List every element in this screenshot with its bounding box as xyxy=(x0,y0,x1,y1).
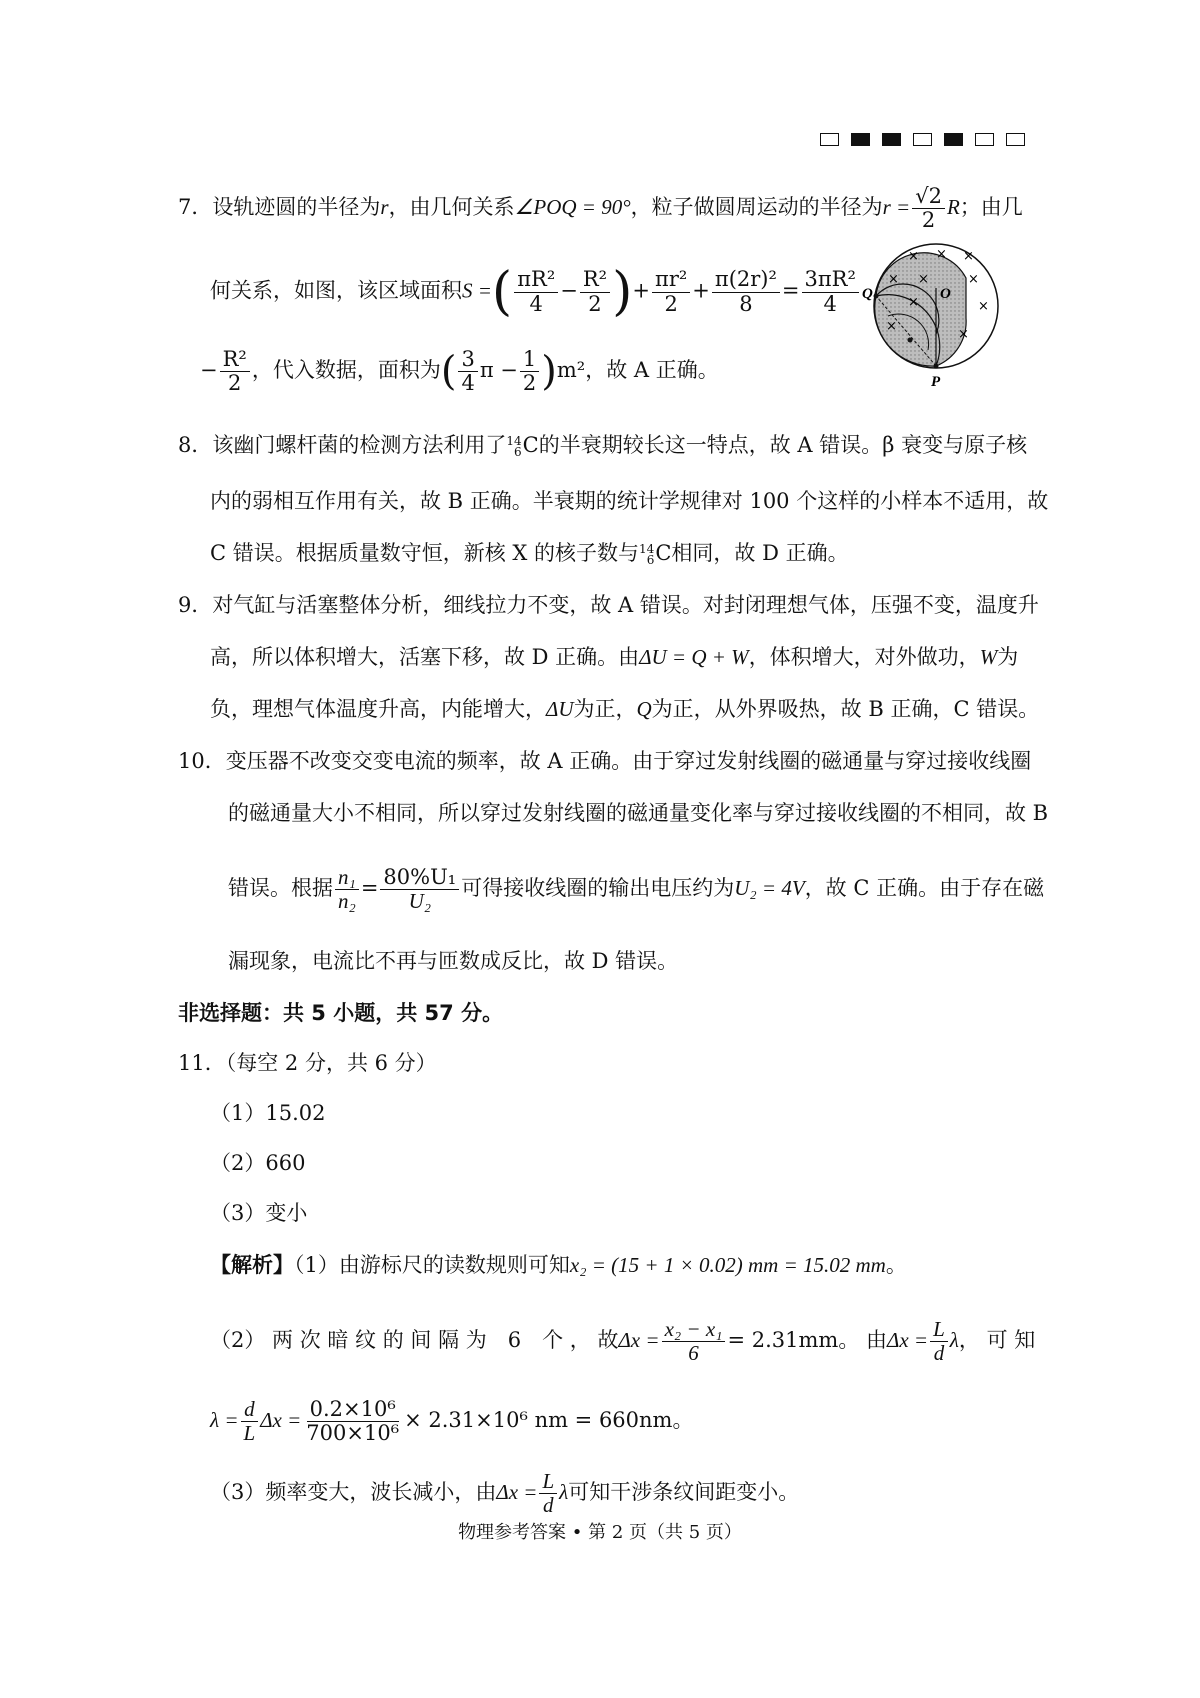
q10-line-1 xyxy=(178,746,1031,776)
expr: Δx = xyxy=(260,1408,302,1433)
q7-line-2 xyxy=(210,262,861,322)
fraction xyxy=(539,1470,557,1517)
isotope-superscripts xyxy=(506,433,522,459)
q9-line-2 xyxy=(210,642,1018,672)
fraction-den: 2 xyxy=(228,371,242,396)
unit: m² xyxy=(556,358,586,383)
text: 。 xyxy=(672,1408,694,1433)
text: 。 xyxy=(885,1253,907,1277)
question-number: 7． xyxy=(178,195,213,220)
element-symbol: C xyxy=(522,433,539,457)
paren: ) xyxy=(612,262,633,322)
fraction xyxy=(520,348,539,395)
fraction xyxy=(912,185,945,232)
fraction xyxy=(712,268,780,315)
q11-title-line xyxy=(178,1048,437,1078)
text: C 错误。根据质量数守恒，新核 X 的核子数与 xyxy=(210,541,640,565)
q11-explanation-1 xyxy=(210,1250,907,1280)
text: 的半衰期较长这一特点，故 A 错误。β 衰变与原子核 xyxy=(538,433,1028,457)
text: 变压器不改变交变电流的频率，故 A 正确。由于穿过发射线圈的磁通量与穿过接收线圈 xyxy=(225,749,1032,773)
fraction-den: 6 xyxy=(688,1341,699,1366)
text: 错误。根据 xyxy=(228,876,333,901)
q11-explanation-4 xyxy=(210,1470,799,1517)
fraction-num: √2 xyxy=(912,185,945,209)
operator: − xyxy=(560,278,578,303)
fraction-den: 4 xyxy=(461,371,475,396)
cross-mark: × xyxy=(963,249,974,264)
q11-answer-1 xyxy=(210,1098,325,1128)
fraction-num: π(2r)² xyxy=(712,268,780,292)
header-mark xyxy=(882,133,901,146)
q11-answer-2 xyxy=(210,1148,305,1178)
var-dU: ΔU xyxy=(546,697,574,721)
q7-line-1 xyxy=(178,185,1023,232)
fraction-num: d xyxy=(241,1398,258,1422)
question-number: 11． xyxy=(178,1051,226,1075)
fraction-num: πr² xyxy=(652,268,690,292)
operator: − xyxy=(200,358,218,383)
element-symbol: C xyxy=(655,541,672,565)
fraction xyxy=(662,1318,726,1365)
fraction-num: 80%U₁ xyxy=(380,866,459,890)
header-mark xyxy=(944,133,963,146)
q10-line-2 xyxy=(228,798,1048,828)
q9-line-3 xyxy=(210,694,1039,724)
equation: x₂ = (15 + 1 × 0.02) mm = 15.02 mm xyxy=(569,1253,886,1277)
fraction-num: x₂ − x₁ xyxy=(662,1318,726,1342)
expr: Δx = xyxy=(496,1480,538,1505)
cross-mark: × xyxy=(958,327,969,342)
answer: （2）660 xyxy=(210,1151,306,1175)
header-marks xyxy=(820,133,1025,146)
text: ，由几何关系 xyxy=(388,195,515,220)
answer: （1）15.02 xyxy=(210,1101,326,1125)
fraction-den: d xyxy=(543,1493,554,1518)
text: 负，理想气体温度升高，内能增大， xyxy=(210,697,546,721)
text: ，故 C 正确。由于存在磁 xyxy=(804,876,1045,901)
text: 设轨迹圆的半径为 xyxy=(212,195,381,220)
label-O: O xyxy=(940,286,951,302)
text: ，代入数据，面积为 xyxy=(251,358,441,383)
mass-number: 14 xyxy=(506,433,522,448)
footer-text: 物理参考答案 • 第 2 页（共 5 页） xyxy=(458,1522,742,1543)
fraction xyxy=(241,1398,259,1445)
var-r: r xyxy=(380,195,389,220)
cross-mark: × xyxy=(908,249,919,264)
q8-line-3 xyxy=(210,538,849,568)
fraction-den: L xyxy=(243,1421,256,1446)
particle-dot xyxy=(908,338,913,343)
operator: = xyxy=(360,876,379,901)
fraction-den: 4 xyxy=(529,291,543,316)
expr: Δx = xyxy=(887,1328,929,1353)
text: 的磁通量大小不相同，所以穿过发射线圈的磁通量变化率与穿过接收线圈的不相同，故 B xyxy=(228,801,1049,825)
fraction-num: R² xyxy=(220,348,250,372)
fraction-den: n₂ xyxy=(338,889,356,914)
text: （1）由游标尺的读数规则可知 xyxy=(294,1253,570,1277)
atomic-number: 6 xyxy=(646,552,655,567)
text: （每空 2 分，共 6 分） xyxy=(225,1051,437,1075)
var-lambda: λ xyxy=(559,1480,569,1505)
q10-line-3 xyxy=(228,866,1044,913)
question-number: 8． xyxy=(178,433,213,457)
fraction-den: 4 xyxy=(823,291,837,316)
fraction-num: L xyxy=(539,1470,557,1494)
text: 可得接收线圈的输出电压约为 xyxy=(461,876,735,901)
text: ；由几 xyxy=(959,195,1023,220)
fraction-den: 8 xyxy=(739,291,753,316)
text: ， 可 知 xyxy=(958,1328,1036,1353)
q9-line-1 xyxy=(178,590,1039,620)
section-title: 非选择题：共 5 小题，共 57 分。 xyxy=(178,1001,504,1025)
fraction-num: n₁ xyxy=(335,866,359,890)
text: ，体积增大，对外做功， xyxy=(748,645,980,669)
section-heading xyxy=(178,998,503,1028)
cross-mark: × xyxy=(918,272,929,287)
shaded-region xyxy=(875,253,966,366)
text: 该幽门螺杆菌的检测方法利用了 xyxy=(212,433,507,457)
fraction xyxy=(580,268,610,315)
q11-answer-3 xyxy=(210,1198,307,1228)
answer: （3）变小 xyxy=(210,1201,308,1225)
expr: r = xyxy=(882,195,911,220)
fraction xyxy=(458,348,477,395)
fraction-num: L xyxy=(930,1318,948,1342)
fraction-num: 1 xyxy=(520,348,539,372)
text: 相同，故 D 正确。 xyxy=(671,541,849,565)
fraction-den: 700×10⁶ xyxy=(306,1421,400,1446)
fraction-num: 3 xyxy=(458,348,477,372)
cross-mark: × xyxy=(936,247,947,262)
q10-line-4 xyxy=(228,946,678,976)
fraction-num: R² xyxy=(580,268,610,292)
fraction xyxy=(802,268,859,315)
fraction-num: 3πR² xyxy=(802,268,859,292)
fraction-den: d xyxy=(933,1341,945,1366)
expr: Δx = xyxy=(618,1328,660,1353)
cross-mark: × xyxy=(886,319,897,334)
fraction-den: 2 xyxy=(588,291,602,316)
var-lambda: λ xyxy=(949,1328,959,1353)
operator: + xyxy=(692,278,710,303)
header-mark xyxy=(913,133,932,146)
paren: ( xyxy=(491,262,513,322)
explanation-label: 【解析】 xyxy=(210,1253,294,1277)
q7-diagram xyxy=(858,238,1008,388)
fraction-num: πR² xyxy=(514,268,558,292)
text: 漏现象，电流比不再与匝数成反比，故 D 错误。 xyxy=(228,949,679,973)
value: = 2.31mm xyxy=(727,1328,839,1353)
label-Q: Q xyxy=(862,286,873,302)
q8-line-1 xyxy=(178,430,1027,460)
fraction xyxy=(303,1398,402,1445)
value: × 2.31×10⁶ nm = 660nm xyxy=(404,1408,673,1433)
paren: ) xyxy=(541,348,557,395)
text: （2） 两 次 暗 纹 的 间 隔 为 6 个 ， 故 xyxy=(210,1328,619,1353)
text: 。 由 xyxy=(838,1328,888,1353)
mass-number: 14 xyxy=(639,541,655,556)
fraction-num: 0.2×10⁶ xyxy=(307,1398,399,1422)
header-mark xyxy=(1006,133,1025,146)
fraction xyxy=(335,866,359,913)
text: 可知干涉条纹间距变小。 xyxy=(568,1480,800,1505)
cross-mark: × xyxy=(908,295,919,310)
fraction-den: 2 xyxy=(921,208,936,233)
text: （3）频率变大，波长减小，由 xyxy=(210,1480,497,1505)
text: 何关系，如图，该区域面积 xyxy=(210,278,462,303)
expr: λ = xyxy=(210,1408,239,1433)
header-mark xyxy=(975,133,994,146)
label-P: P xyxy=(931,374,941,388)
var-R: R xyxy=(946,195,960,220)
question-number: 9． xyxy=(178,593,213,617)
cross-mark: × xyxy=(978,299,989,314)
q8-line-2 xyxy=(210,486,1048,516)
operator: = xyxy=(781,278,800,303)
text: 为正， xyxy=(573,697,637,721)
var-W: W xyxy=(979,645,998,669)
equation: ΔU = Q + W xyxy=(639,645,749,669)
header-mark xyxy=(851,133,870,146)
var-Q: Q xyxy=(636,697,652,721)
fraction xyxy=(930,1318,948,1365)
angle-expr: ∠POQ = 90° xyxy=(514,195,631,220)
q11-explanation-3 xyxy=(210,1398,693,1445)
fraction xyxy=(380,866,459,913)
atomic-number: 6 xyxy=(514,444,522,459)
text: 内的弱相互作用有关，故 B 正确。半衰期的统计学规律对 100 个这样的小样本不适用，故 xyxy=(210,489,1049,513)
fraction xyxy=(220,348,250,395)
q11-explanation-2 xyxy=(210,1318,1035,1365)
fraction xyxy=(652,268,690,315)
cross-mark: × xyxy=(888,272,899,287)
fraction-den: 2 xyxy=(522,371,537,396)
text: 对气缸与活塞整体分析，细线拉力不变，故 A 错误。对封闭理想气体，压强不变，温度升 xyxy=(212,593,1039,617)
point-Q xyxy=(874,294,879,299)
isotope-superscripts xyxy=(639,541,655,567)
expr: π − xyxy=(479,358,518,383)
point-P xyxy=(934,364,939,369)
expr: S = xyxy=(462,278,492,303)
text: 为正，从外界吸热，故 B 正确，C 错误。 xyxy=(651,697,1040,721)
text: 高，所以体积增大，活塞下移，故 D 正确。由 xyxy=(210,645,640,669)
question-number: 10． xyxy=(178,749,226,773)
header-mark xyxy=(820,133,839,146)
q7-line-3 xyxy=(200,348,719,395)
page-footer xyxy=(0,1518,1200,1544)
paren: ( xyxy=(440,348,457,395)
fraction-den: 2 xyxy=(664,291,678,316)
text: ，故 A 正确。 xyxy=(585,358,719,383)
text: ，粒子做圆周运动的半径为 xyxy=(630,195,883,220)
operator: + xyxy=(632,278,651,303)
text: 为 xyxy=(997,645,1019,669)
cross-mark: × xyxy=(968,272,979,287)
equation: U₂ = 4V xyxy=(734,876,805,901)
fraction xyxy=(514,268,558,315)
fraction-den: U₂ xyxy=(408,889,432,914)
